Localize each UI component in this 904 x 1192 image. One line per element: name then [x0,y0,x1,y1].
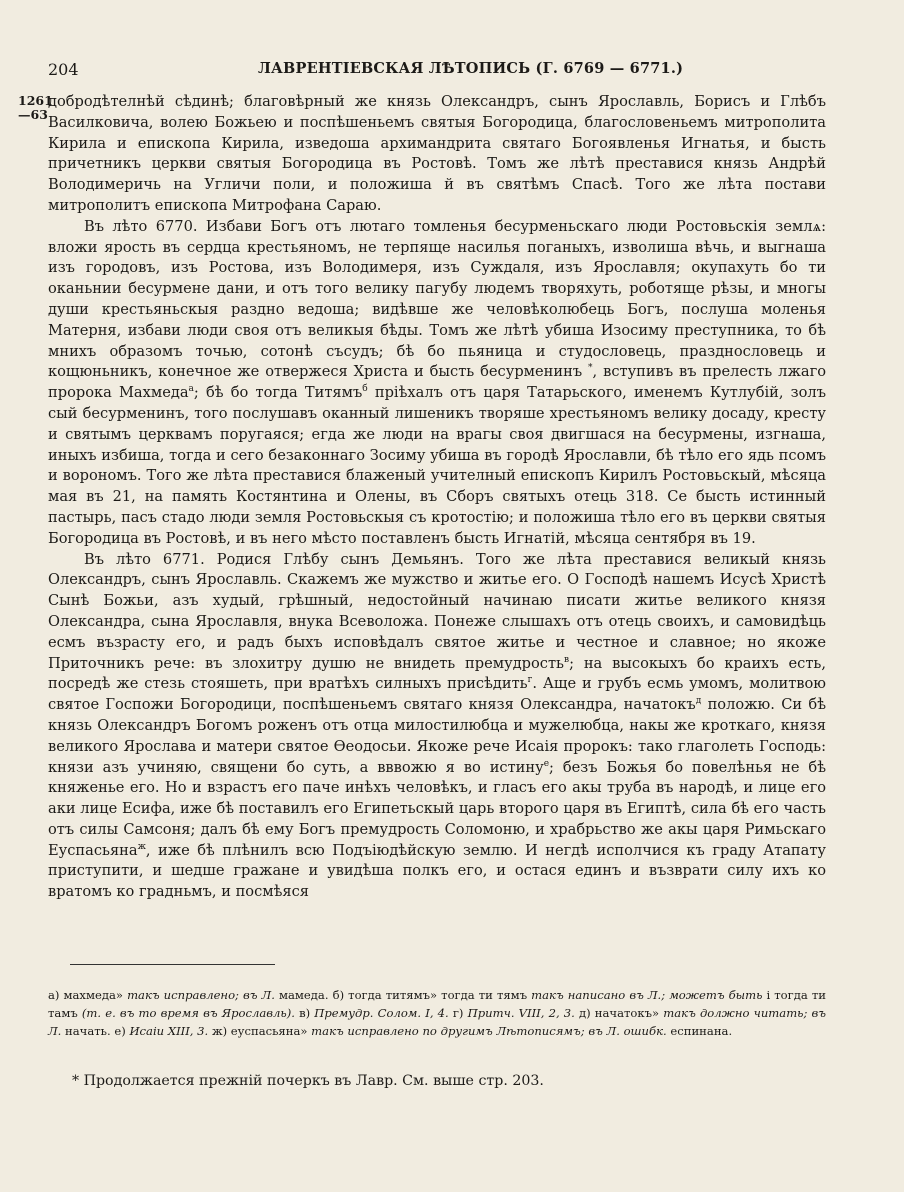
fn-a6: (т. е. въ то время въ Ярославль). [81,1006,300,1020]
fn-a17: еспинана. [670,1024,733,1038]
fn-a1: а) махмеда» [48,988,123,1002]
p3-part-f: , иже бѣ плѣнилъ всю Подъіюдѣйскую землю. И негдѣ исполчися къ граду Атапату приступити, и шедше гражане и увидѣша полкъ его, и остася единъ и възврати силу ихъ ко вратомъ ко градньмъ, и посмѣяся [48,841,826,901]
footnote-ref-e: е [543,758,550,769]
footnote-block [48,986,826,1040]
fn-a4: такъ написано въ Л.; можетъ быть [531,988,767,1002]
footnote-ref-a: а [188,384,194,395]
p2-part-a: Въ лѣто 6770. Избави Богъ отъ лютаго томленья бесурменьскаго люди Ростовьскія землѧ: вложи ярость въ сердца крестьяномъ, не терпяще насилья поганыхъ, изволиша вѣчь, и выгнаша изъ городовъ, изъ Ростова, изъ Володимеря, изъ Суждаля, изъ Ярославля; окупахуть бо ти оканьнии бесурмене дани, и отъ того велику пагубу людемъ творяхуть, роботяще рѣзы, и многы души крестьяньскыя раздно ведоша; видѣвше же человѣколюбець Богъ, послуша моленья Матерня, избави люди своя отъ великыя бѣды. Томъ же лѣтѣ убиша Изосиму преступника, то бѣ мнихъ образомъ точью, сотонѣ съсудъ; бѣ бо пьяница и студословець, празднословець и кощюньникъ, конечное же отвержеся Христа и бысть бесурменинъ [48,217,826,381]
fn-a8: Премудр. Солом. І, 4. [314,1006,453,1020]
fn-a10: Притч. VIII, 2, 3. [467,1006,579,1020]
fn-a13: начать. е) [65,1024,130,1038]
paragraph-3 [48,550,826,904]
fn-a2: такъ исправлено; въ Л. [123,988,279,1002]
footnote-ref-zh: ж [137,841,146,852]
footnotes [48,986,826,1040]
p3-part-b: ; на высокыхъ бо краихъ есть, посредѣ же стезь стояшеть, при вратѣхъ силныхъ присѣдить [48,654,827,693]
main-text [48,92,826,903]
fn-a14: Исаіи XIII, 3. [129,1024,212,1038]
footnote-ref-g: г [527,675,533,686]
fn-a15: ж) еуспасьяна» [211,1024,312,1038]
fn-a3: мамеда. б) тогда титямъ» тогда ти тямъ [278,988,532,1002]
fn-a9: г) [452,1006,468,1020]
fn-a12: такъ должно читать; въ Л. [48,1006,827,1038]
p3-part-c: . Аще и грубъ есмь умомъ, молитвою святое Госпожи Богородици, поспѣшеньемъ святаго князя Олександра, начатокъ [48,675,826,714]
footnote-divider [70,964,275,965]
fn-a16: такъ исправлено по другимъ Лѣтописямъ; въ Л. ошибк. [311,1024,671,1038]
p2-star-mark: * [588,363,593,374]
margin-year-bottom: —63 [18,107,48,122]
footnote-ref-v: в [564,654,570,665]
p3-part-d: положю. Си бѣ князь Олександръ Богомъ роженъ отъ отца милостилюбца и мужелюбца, накы же кроткаго, князя великого Ярослава и матери святое Ѳеодосьи. Якоже рече Исаія пророкъ: тако глаголеть Господь: князи азъ учиняю, священи бо суть, а вввожю я во истину [48,696,826,776]
fn-a11: д) начатокъ» [578,1006,664,1020]
p3-part-e: ; безъ Божья бо повелѣнья не бѣ княженье его. Но и взрастъ его паче инѣхъ человѣкъ, и гласъ его акы труба въ народѣ, и лице его аки лице Есифа, иже бѣ поставилъ его Египетьскый царь второго царя въ Египтѣ, сила бѣ его часть отъ силы Самсоня; далъ бѣ ему Богъ премудрость Соломоню, и храбрьство же акы царя Римьскаго Еуспасьяна [48,758,826,859]
paragraph-2 [48,217,826,550]
running-title: ЛАВРЕНТІЕВСКАЯ ЛѢТОПИСЬ (Г. 6769 — 6771.) [258,60,684,77]
p2-part-d: прiѣхалъ отъ царя Татарьского, именемъ Кутлубій, золъ сый бесурменинъ, того послушавъ оканный лишеникъ творяше хрестьяномъ велику досаду, кресту и святымъ церквамъ поругаяся; егда же люди на врагы своя двигшася на бесурмены, изгнаша, иныхъ избиша, тогда и сего безаконнаго Зосиму убиша въ городѣ Ярославли, бѣ тѣло его ядь псомъ и ворономъ. Того же лѣта преставися блаженый учителный епископъ Кирилъ Ростовьскый, мѣсяца мая въ 21, на память Костянтина и Олены, въ Сборъ святыхъ отець 318. Се бысть истинный пастырь, пасъ стадо люди земля Ростовьскыя съ кротостію; и положиша тѣло его въ церкви святыя Богородица въ Ростовѣ, и въ него мѣсто поставленъ бысть Игнатій, мѣсяца сентября въ 19. [48,384,826,547]
paragraph-1-text: добродѣтелнѣй сѣдинѣ; благовѣрный же князь Олександръ, сынъ Ярославль, Борисъ и Глѣбъ Василковича, волею Божьею и поспѣшеньемъ святыя Богородица, благословеньемъ митрополита Кирила и епископа Кирила, изведоша архимандрита святаго Богоявленья Игнатья, и бысть причетникъ церкви святыя Богородица въ Ростовѣ. Томъ же лѣтѣ преставися князь Андрѣй Володимеричь на Угличи поли, и положиша й въ святѣмъ Спасѣ. Того же лѣта постави митрополитъ епископа Митрофана Сараю. [48,93,826,214]
fn-a7: в) [299,1006,315,1020]
paragraph-1 [48,92,826,217]
page-number: 204 [48,60,79,79]
footnote-ref-d: д [695,696,702,707]
page-header [48,60,848,82]
fn-a5: і тогда ти тамъ [48,988,826,1020]
p3-part-a: Въ лѣто 6771. Родися Глѣбу сынъ Демьянъ. Того же лѣта преставися великый князь Олександръ, сынъ Ярославль. Скажемъ же мужство и житье его. О Господѣ нашемъ Исусѣ Христѣ Сынѣ Божьи, азъ худый, грѣшный, недостойный начинаю писати житье великого князя Олександра, сына Ярославля, внука Всеволожа. Понеже слышахъ отъ отець своихъ, и самовидѣць есмъ възрасту его, и радъ быхъ исповѣдалъ святое житье и честное и славное; но якоже Приточникъ рече: въ злохитру душю не внидеть премудрость [48,550,826,672]
p2-part-c: ; бѣ бо тогда Титямъ [193,384,363,402]
footnote-ref-b: б [362,384,368,395]
margin-year-top: 1261 [18,93,53,108]
bottom-note: * Продолжается прежній почеркъ въ Лавр. См. выше стр. 203. [72,1073,544,1089]
p2-part-b: , вступивъ въ прелесть лжаго пророка Махмеда [48,363,827,402]
